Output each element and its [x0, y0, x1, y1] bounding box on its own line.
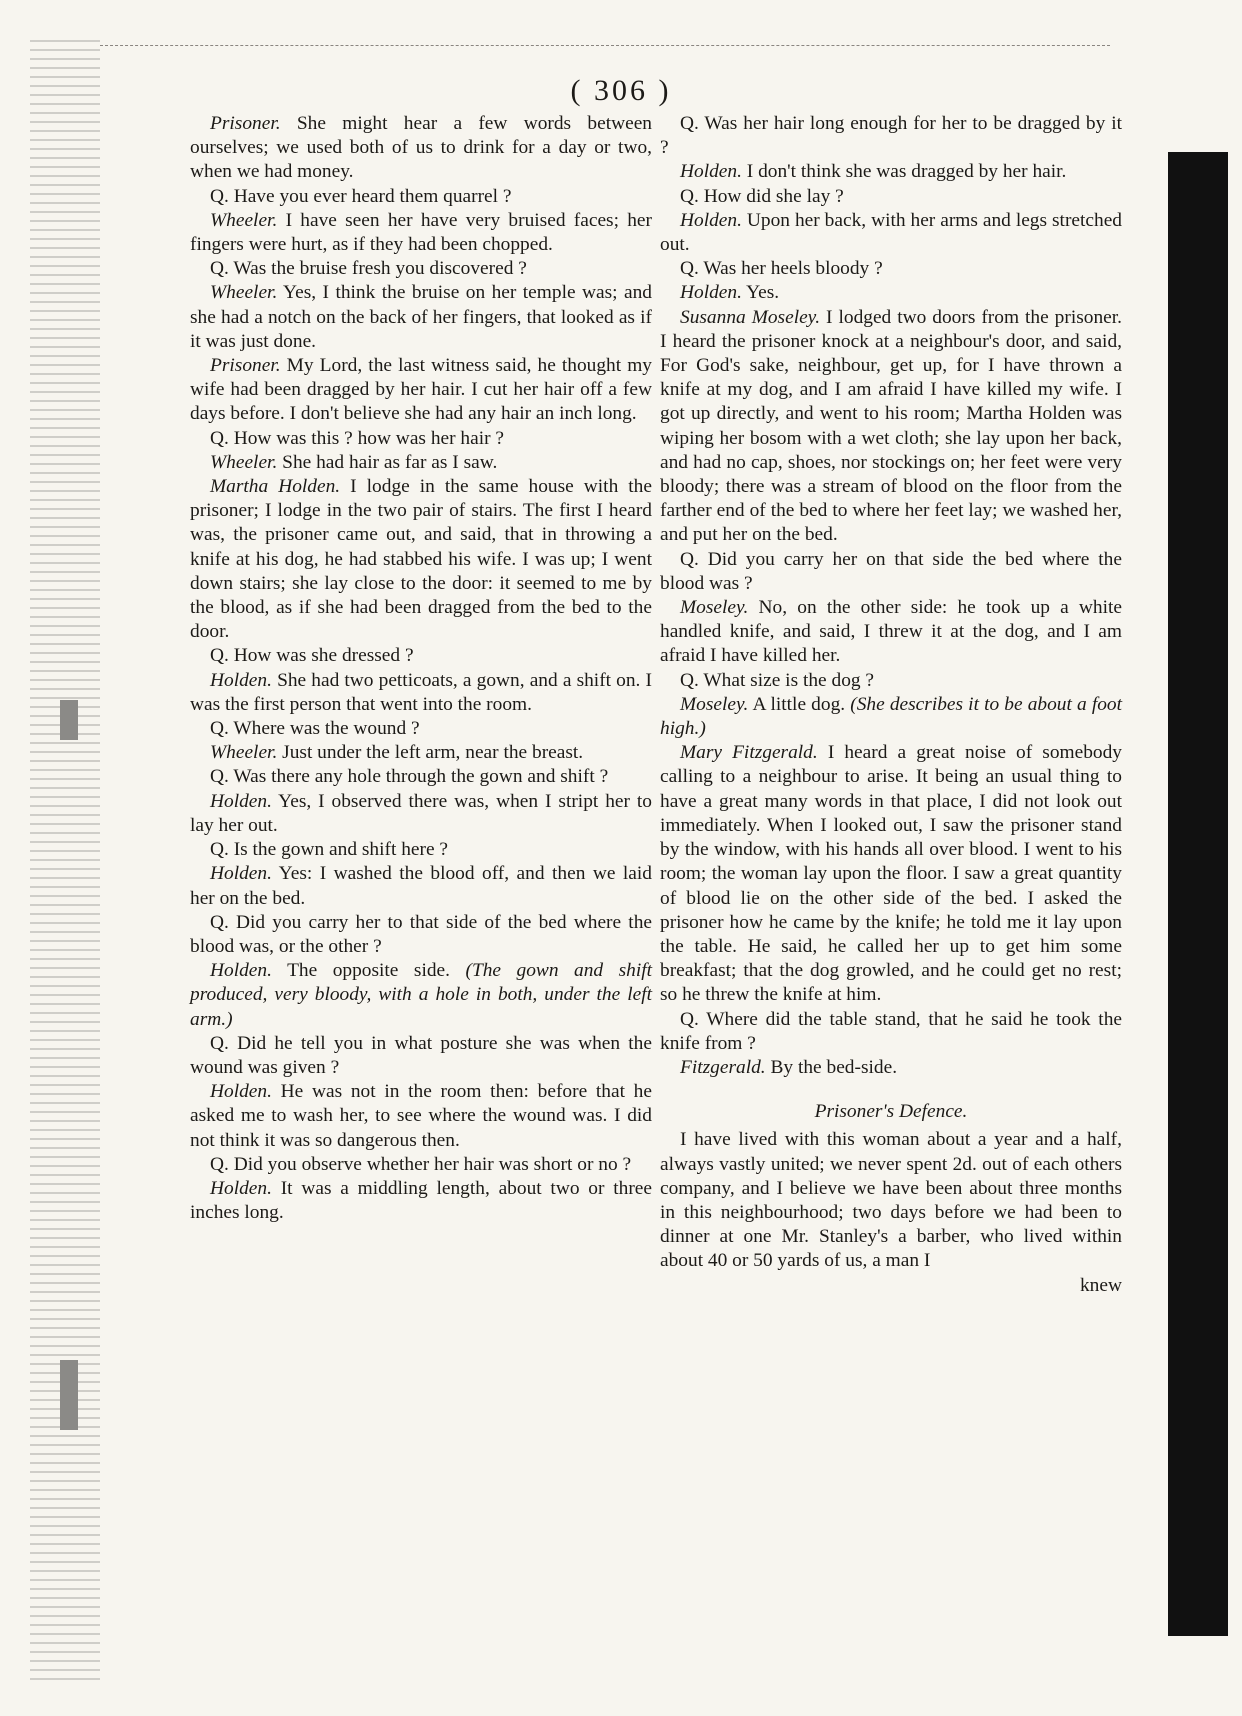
testimony-text: Q. Did he tell you in what posture she was when the wound was given ?	[190, 1032, 652, 1078]
testimony-text: No, on the other side: he took up a white handled knife, and said, I threw it at the dog, and I am afraid I have killed her.	[660, 597, 1122, 667]
testimony-paragraph	[190, 427, 652, 451]
testimony-text: By the bed-side.	[765, 1056, 898, 1078]
testimony-paragraph	[190, 475, 652, 644]
testimony-text: A little dog.	[748, 693, 851, 715]
testimony-paragraph	[190, 669, 652, 717]
testimony-text: I have seen her have very bruised faces; her fingers were hurt, as if they had been chopped.	[190, 209, 652, 256]
testimony-text: It was a middling length, about two or three inches long.	[190, 1177, 652, 1224]
testimony-paragraph	[190, 741, 652, 765]
defence-heading: Prisoner's Defence.	[814, 1101, 968, 1123]
testimony-paragraph	[190, 765, 652, 789]
testimony-text: Q. How was she dressed ?	[210, 645, 414, 667]
testimony-text: Q. Did you carry her on that side the bed where the blood was ?	[660, 548, 1122, 594]
speaker-name: Holden.	[210, 790, 272, 812]
testimony-paragraph	[190, 1080, 652, 1153]
testimony-text: Yes.	[741, 282, 780, 304]
speaker-name: Holden.	[680, 282, 742, 304]
speaker-name: Holden.	[210, 1081, 272, 1103]
testimony-text: Upon her back, with her arms and legs stretched out.	[660, 209, 1122, 256]
testimony-paragraph	[190, 1153, 652, 1177]
speaker-name: Prisoner.	[210, 113, 281, 134]
testimony-text: Q. How was this ? how was her hair ?	[210, 427, 505, 449]
speaker-name: Holden.	[680, 209, 742, 231]
testimony-paragraph	[660, 548, 1122, 596]
speaker-name: Mary Fitzgerald.	[680, 742, 818, 764]
testimony-text: My Lord, the last witness said, he thought my wife had been dragged by her hair. I cut her hair off a few days before. I don't believe she had any hair an inch long.	[190, 355, 652, 425]
testimony-paragraph	[660, 257, 1122, 281]
speaker-name: Wheeler.	[210, 451, 278, 473]
testimony-paragraph	[190, 644, 652, 668]
testimony-text: Q. What size is the dog ?	[680, 669, 875, 691]
testimony-text: Q. Was her hair long enough for her to be dragged by it ?	[660, 113, 1122, 159]
speaker-name: Martha Holden.	[210, 476, 341, 498]
testimony-paragraph	[190, 838, 652, 862]
speaker-name: Holden.	[210, 960, 272, 982]
speaker-name: Fitzgerald.	[680, 1056, 766, 1078]
testimony-text: Q. Was the bruise fresh you discovered ?	[210, 258, 527, 280]
testimony-text: I lodge in the same house with the prisoner; I lodge in the two pair of stairs. The first I heard was, the prisoner came out, and said, that in throwing a knife at his dog, he had stabbed his wife. I was up; I went down stairs; she lay close to the door: it seemed to me by the blood, as if she had been dragged from the bed to the door.	[190, 476, 652, 643]
testimony-paragraph	[190, 354, 652, 427]
testimony-text: He was not in the room then: before that he asked me to wash her, to see where the wound was. I did not think it was so dangerous then.	[190, 1081, 652, 1151]
testimony-text: Q. Did you carry her to that side of the bed where the blood was, or the other ?	[190, 911, 652, 957]
speaker-name: Prisoner.	[210, 355, 281, 377]
edge-mark	[60, 700, 78, 740]
right-column-paragraphs	[660, 112, 1122, 1080]
testimony-paragraph	[660, 741, 1122, 1007]
testimony-paragraph	[660, 693, 1122, 741]
testimony-paragraph	[190, 281, 652, 354]
speaker-name: Holden.	[210, 669, 272, 691]
testimony-text: Q. How did she lay ?	[680, 185, 844, 207]
right-column	[660, 112, 1122, 1298]
testimony-text: I lodged two doors from the prisoner. I heard the prisoner knock at a neighbour's door, and said, For God's sake, neighbour, get up, for I have thrown a knife at my dog, and I am afraid I have killed my wife. I got up directly, and went to his room; Martha Holden was wiping her bosom with a wet cloth; she lay upon her back, and had no cap, shoes, nor stockings on; her feet were very bloody; there was a stream of blood on the floor from the farther end of the bed to where her feet lay; we washed her, and put her on the bed.	[660, 306, 1122, 546]
speaker-name: Susanna Moseley.	[680, 306, 821, 328]
speaker-name: Moseley.	[680, 693, 749, 715]
testimony-text: The opposite side.	[271, 960, 466, 982]
testimony-paragraph	[190, 1177, 652, 1225]
testimony-paragraph	[660, 281, 1122, 305]
testimony-paragraph	[660, 160, 1122, 184]
testimony-paragraph	[190, 790, 652, 838]
scan-edge-shadow	[1168, 152, 1228, 1636]
page-number: ( 306 )	[570, 74, 672, 107]
binding-edge	[30, 40, 100, 1680]
testimony-paragraph	[190, 209, 652, 257]
testimony-paragraph	[190, 1032, 652, 1080]
testimony-paragraph	[190, 911, 652, 959]
testimony-paragraph	[660, 185, 1122, 209]
testimony-text: Q. Have you ever heard them quarrel ?	[210, 185, 512, 207]
speaker-name: Holden.	[210, 1177, 272, 1199]
testimony-text: Yes: I washed the blood off, and then we laid her on the bed.	[190, 863, 652, 909]
testimony-paragraph	[660, 1008, 1122, 1056]
testimony-paragraph	[660, 112, 1122, 160]
testimony-paragraph	[660, 1056, 1122, 1080]
edge-mark	[60, 1360, 78, 1430]
testimony-paragraph	[190, 451, 652, 475]
testimony-paragraph	[190, 112, 652, 185]
testimony-paragraph	[660, 669, 1122, 693]
stage-direction: (The gown and shift produced, very bloody, with a hole in both, under the left arm.)	[190, 960, 652, 1030]
testimony-text: I heard a great noise of somebody calling to a neighbour to arise. It being an usual thing to have a great many words in that place, I did not look out immediately. When I looked out, I saw the prisoner stand by the window, with his hands all over blood. I went to his room; the woman lay upon the floor. I saw a great quantity of blood lie on the other side of the bed. I asked the prisoner how he came by the knife; he told me it lay upon the table. He said, he called her up to get him some breakfast; that the dog growled, and he could get no rest; so he threw the knife at him.	[660, 742, 1122, 1006]
speaker-name: Wheeler.	[210, 209, 278, 231]
testimony-text: Yes, I observed there was, when I stript her to lay her out.	[190, 790, 652, 836]
testimony-text: Q. Is the gown and shift here ?	[210, 839, 449, 861]
speaker-name: Holden.	[210, 863, 272, 885]
testimony-paragraph	[190, 717, 652, 741]
header-rule	[100, 45, 1110, 47]
speaker-name: Moseley.	[680, 597, 749, 619]
speaker-name: Holden.	[680, 161, 742, 183]
testimony-paragraph	[660, 306, 1122, 548]
testimony-text: Q. Was there any hole through the gown and shift ?	[210, 766, 609, 788]
testimony-paragraph	[660, 209, 1122, 257]
testimony-text: She had hair as far as I saw.	[277, 451, 498, 473]
testimony-text: Q. Did you observe whether her hair was short or no ?	[210, 1153, 632, 1175]
testimony-text: She might hear a few words between ourselves; we used both of us to drink for a day or two, when we had money.	[190, 113, 652, 183]
speaker-name: Wheeler.	[210, 742, 278, 764]
speaker-name: Wheeler.	[210, 282, 278, 304]
defence-paragraph: I have lived with this woman about a year and a half, always vastly united; we never spent 2d. out of each others company, and I believe we have been about three months in this neighbourhood; two days before we had been to dinner at one Mr. Stanley's a barber, who lived within about 40 or 50 yards of us, a man I	[660, 1129, 1122, 1272]
testimony-paragraph	[190, 862, 652, 910]
testimony-text: I don't think she was dragged by her hair.	[741, 161, 1067, 183]
testimony-paragraph	[660, 596, 1122, 669]
testimony-text: Q. Where was the wound ?	[210, 718, 420, 740]
stage-direction: (She describes it to be about a foot high.)	[660, 693, 1122, 740]
testimony-paragraph	[190, 257, 652, 281]
testimony-paragraph	[190, 959, 652, 1032]
testimony-paragraph	[190, 185, 652, 209]
catchword: knew	[1079, 1274, 1122, 1296]
testimony-text: Yes, I think the bruise on her temple was; and she had a notch on the back of her fingers, that looked as if it was just done.	[190, 282, 652, 352]
testimony-text: Just under the left arm, near the breast.	[277, 742, 584, 764]
left-column	[190, 112, 652, 1225]
testimony-text: She had two petticoats, a gown, and a shift on. I was the first person that went into the room.	[190, 669, 652, 715]
testimony-text: Q. Was her heels bloody ?	[680, 258, 883, 280]
testimony-text: Q. Where did the table stand, that he said he took the knife from ?	[660, 1008, 1122, 1054]
